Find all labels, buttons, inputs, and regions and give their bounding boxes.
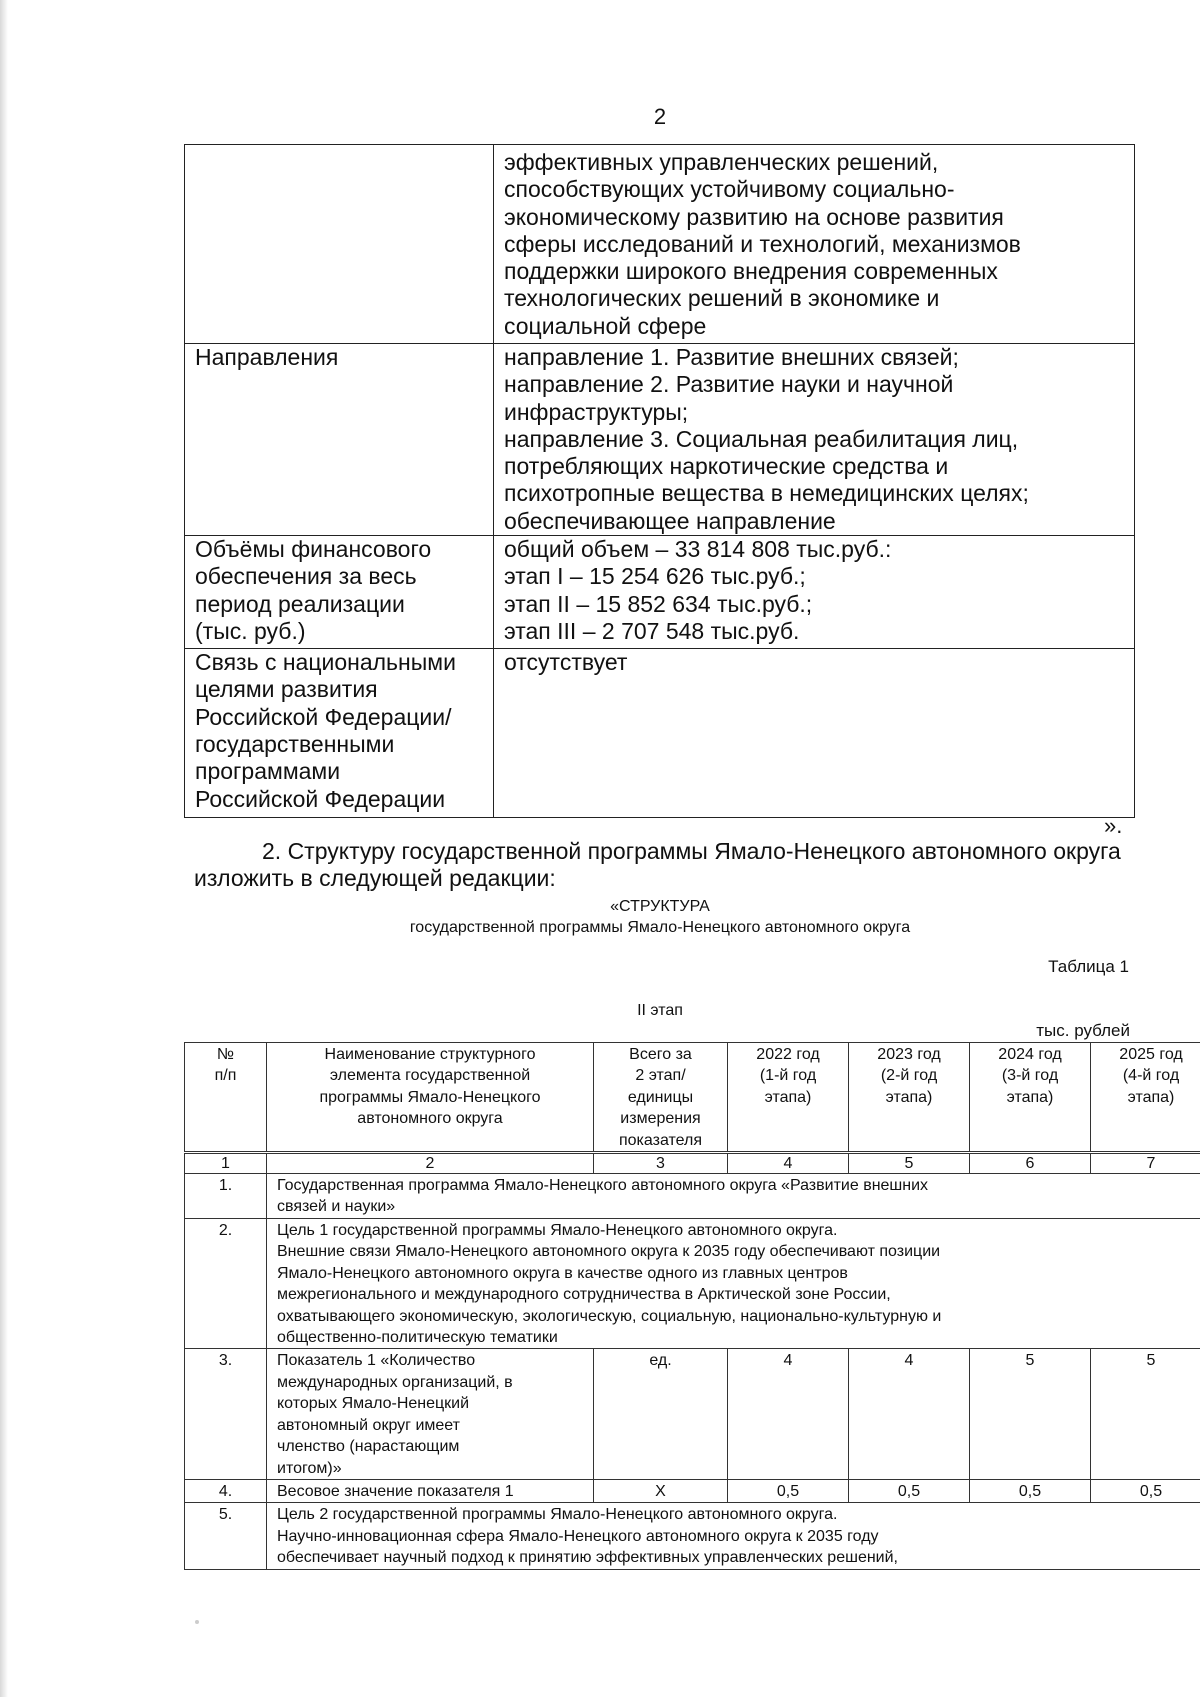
value-2024: 5	[970, 1349, 1091, 1479]
column-number: 1	[185, 1153, 267, 1174]
row-number: 5.	[185, 1503, 267, 1569]
passport-content: общий объем – 33 814 808 тыс.руб.: этап I – 15 254 626 тыс.руб.; этап II – 15 852 634 тыс.руб.; этап III – 2 707 548 тыс.руб.	[494, 536, 1135, 649]
closing-quote: ».	[1104, 813, 1123, 838]
value-2025: 5	[1091, 1349, 1200, 1479]
scan-speck	[195, 1620, 199, 1624]
value-2022: 0,5	[728, 1479, 849, 1502]
passport-label: Направления	[185, 344, 494, 536]
row-number: 4.	[185, 1479, 267, 1502]
header-cell: 2022 год (1-й год этапа)	[728, 1043, 849, 1153]
page-number: 2	[653, 104, 667, 129]
row-number: 2.	[185, 1219, 267, 1349]
value-2025: 0,5	[1091, 1479, 1200, 1502]
column-number: 6	[970, 1153, 1091, 1174]
table-row	[185, 1349, 1200, 1479]
row-number: 1.	[185, 1174, 267, 1219]
header-cell: 2023 год (2-й год этапа)	[849, 1043, 970, 1153]
header-cell: Всего за 2 этап/ единицы измерения показателя	[594, 1043, 728, 1153]
value-2022: 4	[728, 1349, 849, 1479]
indicator-unit: X	[594, 1479, 728, 1502]
indicator-name: Весовое значение показателя 1	[267, 1479, 594, 1502]
header-cell: № п/п	[185, 1043, 267, 1153]
passport-label	[185, 145, 494, 344]
passport-label: Связь с национальными целями развития Российской Федерации/ государственными программами Российской Федерации	[185, 649, 494, 818]
table-row	[185, 1219, 1200, 1349]
stage-label: II этап	[637, 1002, 683, 1019]
row-text: Цель 1 государственной программы Ямало-Ненецкого автономного округа. Внешние связи Ямало-Ненецкого автономного округа к 2035 году обеспечивают позиции Ямало-Ненецкого автономного округа в качестве одного из главных центров межрегионального и международного сотрудничества в Арктической зоне России, охватывающего экономическую, экологическую, социальную, национально-культурную и общественно-политическую тематики	[267, 1219, 1200, 1349]
header-cell: Наименование структурного элемента государственной программы Ямало-Ненецкого автономного округа	[267, 1043, 594, 1153]
passport-row	[185, 145, 1135, 344]
row-text: Цель 2 государственной программы Ямало-Ненецкого автономного округа. Научно-инновационная сфера Ямало-Ненецкого автономного округа к 2035 году обеспечивает научный подход к принятию эффективных управленческих решений,	[267, 1503, 1200, 1569]
structure-table	[184, 1042, 1200, 1570]
paragraph-text: 2. Структуру государственной программы Ямало-Ненецкого автономного округа изложить в следующей редакции:	[194, 838, 1121, 891]
structure-header-row	[185, 1043, 1200, 1153]
value-2023: 0,5	[849, 1479, 970, 1502]
table-row	[185, 1479, 1200, 1502]
structure-title-line-2: государственной программы Ямало-Ненецкого автономного округа	[409, 919, 911, 936]
indicator-unit: ед.	[594, 1349, 728, 1479]
passport-content: направление 1. Развитие внешних связей; направление 2. Развитие науки и научной инфраструктуры; направление 3. Социальная реабилитация лиц, потребляющих наркотические средства и психотропные вещества в немедицинских целях; обеспечивающее направление	[494, 344, 1135, 536]
table-row	[185, 1503, 1200, 1569]
indicator-name: Показатель 1 «Количество международных организаций, в которых Ямало-Ненецкий автономный округ имеет членство (нарастающим итогом)»	[267, 1349, 594, 1479]
structure-title-line-1: «СТРУКТУРА	[610, 898, 710, 915]
scan-edge-shadow	[0, 0, 8, 1697]
passport-table	[184, 144, 1135, 818]
value-2024: 0,5	[970, 1479, 1091, 1502]
passport-label: Объёмы финансового обеспечения за весь период реализации (тыс. руб.)	[185, 536, 494, 649]
passport-row	[185, 344, 1135, 536]
amendment-paragraph	[194, 838, 1134, 892]
header-cell: 2024 год (3-й год этапа)	[970, 1043, 1091, 1153]
column-number: 4	[728, 1153, 849, 1174]
column-number: 5	[849, 1153, 970, 1174]
row-text: Государственная программа Ямало-Ненецкого автономного округа «Развитие внешних связей и науки»	[267, 1174, 1200, 1219]
row-number: 3.	[185, 1349, 267, 1479]
column-number: 7	[1091, 1153, 1200, 1174]
column-number-row	[185, 1153, 1200, 1174]
header-cell: 2025 год (4-й год этапа)	[1091, 1043, 1200, 1153]
table-label: Таблица 1	[1048, 957, 1129, 976]
units-label: тыс. рублей	[1036, 1021, 1130, 1040]
column-number: 3	[594, 1153, 728, 1174]
table-row	[185, 1174, 1200, 1219]
passport-content: отсутствует	[494, 649, 1135, 818]
passport-content: эффективных управленческих решений, способствующих устойчивому социально- экономическому развитию на основе развития сферы исследований и технологий, механизмов поддержки широкого внедрения современных технологических решений в экономике и социальной сфере	[494, 145, 1135, 344]
value-2023: 4	[849, 1349, 970, 1479]
structure-title	[330, 896, 990, 938]
passport-row	[185, 649, 1135, 818]
passport-row	[185, 536, 1135, 649]
column-number: 2	[267, 1153, 594, 1174]
